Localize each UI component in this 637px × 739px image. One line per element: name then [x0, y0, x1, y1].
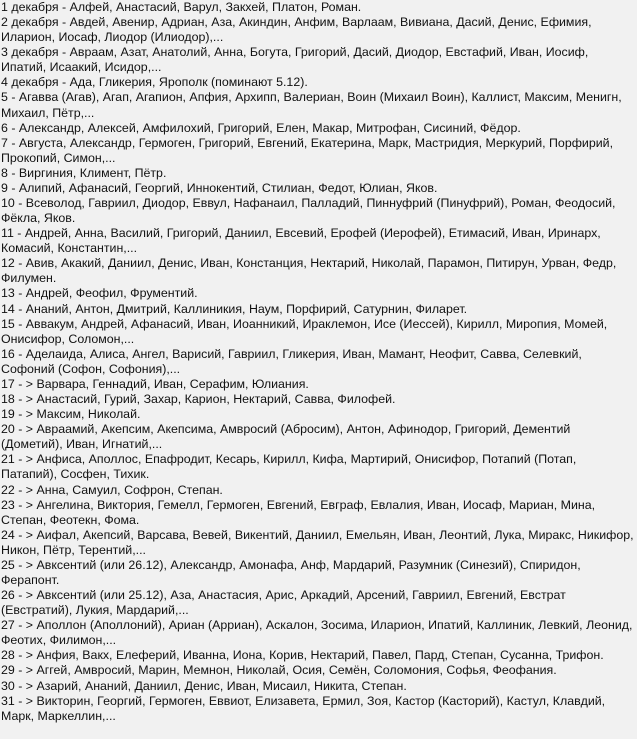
day-entry: 2 декабря - Авдей, Авенир, Адриан, Аза, Акиндин, Анфим, Варлаам, Вивиана, Дасий, Денис, Ефимия, Иларион, Иосаф, Лиодор (Илиодор),...	[1, 15, 592, 45]
day-entry: 8 - Виргиния, Климент, Пётр.	[1, 165, 167, 180]
day-entry: 27 - > Аполлон (Аполлоний), Ариан (Арриан), Аскалон, Зосима, Иларион, Ипатий, Каллиник, Левкий, Леонид, Феотих, Филимон,...	[1, 618, 633, 648]
day-entry: 17 - > Варвара, Геннадий, Иван, Серафим, Юлиания.	[1, 376, 309, 391]
day-entry: 31 - > Викторин, Георгий, Гермоген, Еввиот, Елизавета, Ермил, Зоя, Кастор (Касторий), Кастул, Клавдий, Марк, Маркеллин,...	[1, 693, 606, 723]
day-entry: 14 - Ананий, Антон, Дмитрий, Каллиникия, Наум, Порфирий, Сатурнин, Филарет.	[1, 301, 468, 316]
day-entry: 11 - Андрей, Анна, Василий, Григорий, Даниил, Евсевий, Ерофей (Иерофей), Етимасий, Иван, Иринарх, Комасий, Константин,...	[1, 226, 601, 256]
day-entry: 28 - > Анфия, Вакх, Елеферий, Иванна, Иона, Корив, Нектарий, Павел, Пард, Степан, Сусанна, Трифон.	[1, 648, 604, 663]
day-entry: 25 - > Авксентий (или 26.12), Александр, Амонафа, Анф, Мардарий, Разумник (Синезий), Спиридон, Ферапонт.	[1, 557, 581, 587]
day-entry: 3 декабря - Авраам, Азат, Анатолий, Анна, Богута, Григорий, Дасий, Диодор, Евстафий, Иван, Иосиф, Ипатий, Исаакий, Исидор,...	[1, 45, 589, 75]
day-entry: 7 - Августа, Александр, Гермоген, Григорий, Евгений, Екатерина, Марк, Мастридия, Меркурий, Порфирий, Прокопий, Симон,...	[1, 135, 614, 165]
day-entry: 10 - Всеволод, Гавриил, Диодор, Еввул, Нафанаил, Палладий, Пиннуфрий (Пинуфрий), Роман, Феодосий, Фёкла, Яков.	[1, 196, 616, 226]
day-entry: 26 - > Авксентий (или 25.12), Аза, Анастасия, Арис, Аркадий, Арсений, Гавриил, Евгений, Евстрат (Евстратий), Лукия, Мардарий,...	[1, 588, 566, 618]
day-entry: 23 - > Ангелина, Виктория, Гемелл, Гермоген, Евгений, Евграф, Евлалия, Иван, Иосаф, Мариан, Мина, Степан, Феотекн, Фома.	[1, 497, 596, 527]
day-entry: 1 декабря - Алфей, Анастасий, Варул, Закхей, Платон, Роман.	[1, 0, 362, 14]
day-entry: 13 - Андрей, Феофил, Фрументий.	[1, 286, 198, 301]
day-entry: 9 - Алипий, Афанасий, Георгий, Иннокентий, Стилиан, Федот, Юлиан, Яков.	[1, 180, 438, 195]
day-entry: 6 - Александр, Алексей, Амфилохий, Григорий, Елен, Макар, Митрофан, Сисиний, Фёдор.	[1, 120, 521, 135]
day-entry: 4 декабря - Ада, Гликерия, Ярополк (поминают 5.12).	[1, 75, 308, 90]
day-entry: 16 - Аделаида, Алиса, Ангел, Варисий, Гавриил, Гликерия, Иван, Мамант, Неофит, Савва, Селевкий, Софоний (Софон, Софония),...	[1, 346, 582, 376]
day-entry: 29 - > Аггей, Амвросий, Марин, Мемнон, Николай, Осия, Семён, Соломония, Софья, Феофания.	[1, 663, 557, 678]
day-entry: 21 - > Анфиса, Аполлос, Епафродит, Кесарь, Кирилл, Кифа, Мартирий, Онисифор, Потапий (Потап, Патапий), Сосфен, Тихик.	[1, 452, 577, 482]
day-entry: 15 - Аввакум, Андрей, Афанасий, Иван, Иоанникий, Ираклемон, Исе (Иессей), Кирилл, Миропия, Момей, Онисифор, Соломон,...	[1, 316, 608, 346]
day-entry: 19 - > Максим, Николай.	[1, 407, 141, 422]
day-entry: 20 - > Авраамий, Акепсим, Акепсима, Амвросий (Абросим), Антон, Афинодор, Григорий, Дементий (Дометий), Иван, Игнатий,...	[1, 422, 571, 452]
day-entry: 18 - > Анастасий, Гурий, Захар, Карион, Нектарий, Савва, Филофей.	[1, 392, 396, 407]
day-entry: 5 - Агавва (Агав), Агап, Агапион, Апфия, Архипп, Валериан, Воин (Михаил Воин), Каллист, Максим, Менигн, Михаил, Пётр,...	[1, 90, 622, 120]
day-entry: 30 - > Азарий, Ананий, Даниил, Денис, Иван, Мисаил, Никита, Степан.	[1, 678, 407, 693]
day-entry: 24 - > Аифал, Акепсий, Варсава, Вевей, Викентий, Даниил, Емельян, Иван, Леонтий, Лука, Миракс, Никифор, Никон, Пётр, Терентий,...	[1, 527, 634, 557]
day-entry: 12 - Авив, Акакий, Даниил, Денис, Иван, Констанция, Нектарий, Николай, Парамон, Питирун, Урван, Федр, Филумен.	[1, 256, 617, 286]
day-entry: 22 - > Анна, Самуил, Софрон, Степан.	[1, 482, 223, 497]
